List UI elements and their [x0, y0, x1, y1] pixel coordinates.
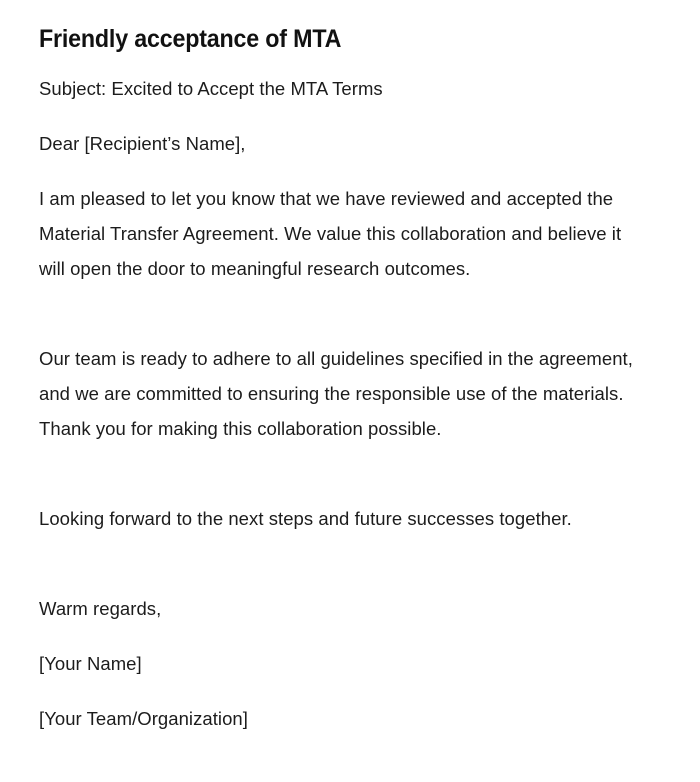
- signature-organization: [Your Team/Organization]: [39, 708, 248, 729]
- page-title: Friendly acceptance of MTA: [39, 25, 342, 53]
- signoff-line: Warm regards,: [39, 598, 162, 619]
- body-paragraph-3: Looking forward to the next steps and future successes together.: [39, 508, 572, 529]
- body-paragraph-1: I am pleased to let you know that we have reviewed and accepted the Material Transfer Agreement. We value this collaboration and believe it will open the door to meaningful research outcomes.: [39, 188, 622, 279]
- body-paragraph-2: Our team is ready to adhere to all guidelines specified in the agreement, and we are committed to ensuring the responsible use of the materials. Thank you for making this collaboration possible.: [39, 348, 633, 439]
- greeting-line: Dear [Recipient’s Name],: [39, 133, 246, 154]
- subject-line: Subject: Excited to Accept the MTA Terms: [39, 78, 383, 99]
- signature-name: [Your Name]: [39, 653, 142, 674]
